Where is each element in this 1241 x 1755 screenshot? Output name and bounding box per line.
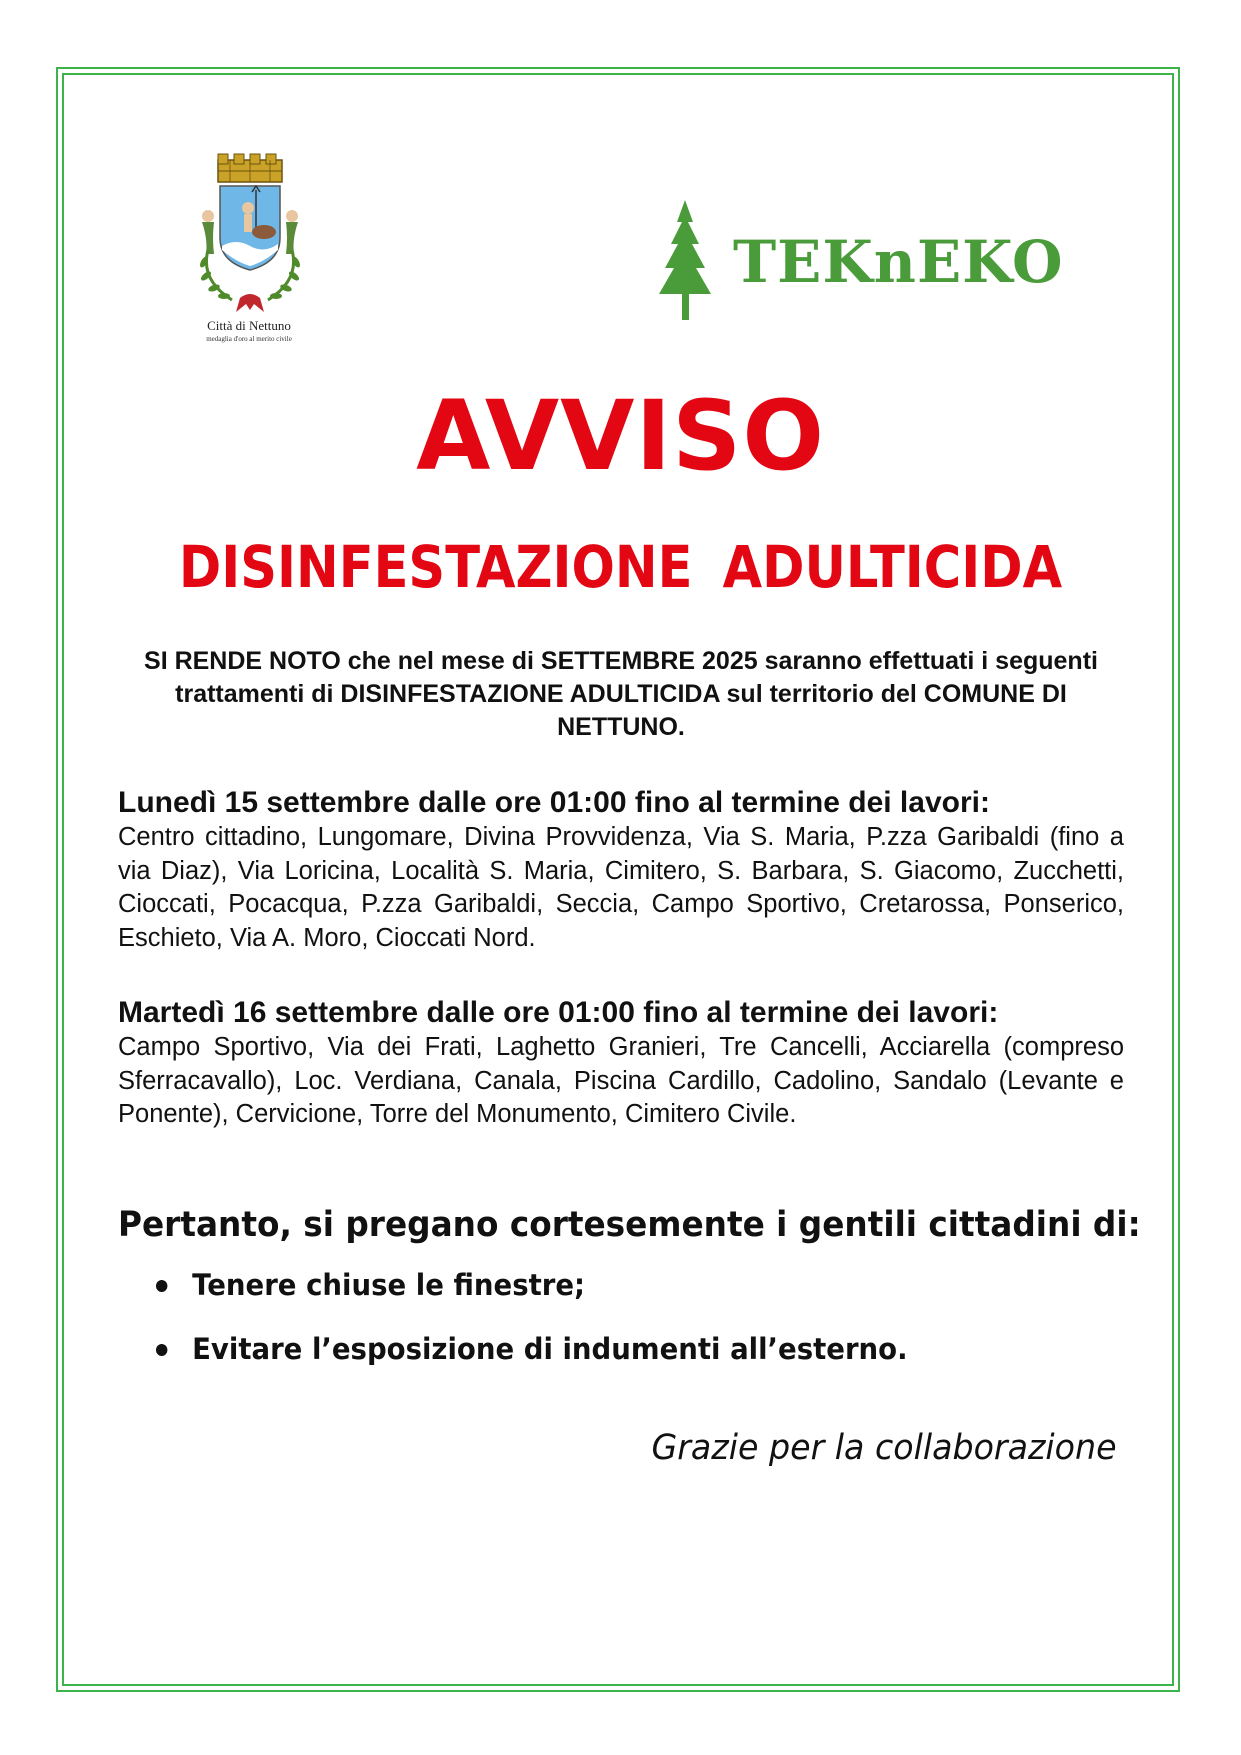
list-item-text: Tenere chiuse le finestre; bbox=[192, 1268, 586, 1302]
closing-thanks: Grazie per la collaborazione bbox=[651, 1428, 1117, 1468]
notice-title: AVVISO bbox=[416, 380, 825, 492]
bullet-icon bbox=[156, 1280, 167, 1292]
schedule-heading: Martedì 16 settembre dalle ore 01:00 fino al termine dei lavori: bbox=[118, 996, 999, 1029]
list-item bbox=[156, 1329, 908, 1393]
intro-paragraph: SI RENDE NOTO che nel mese di SETTEMBRE 2025 saranno effettuati i seguenti trattamenti di DISINFESTAZIONE ADULTICIDA sul territorio del COMUNE DI NETTUNO. bbox=[144, 647, 1098, 741]
request-lead: Pertanto, si pregano cortesemente i gentili cittadini di: bbox=[118, 1205, 1141, 1245]
pine-tree-icon bbox=[659, 200, 711, 320]
crest-caption bbox=[178, 318, 320, 343]
schedule-areas: Campo Sportivo, Via dei Frati, Laghetto Granieri, Tre Cancelli, Acciarella (compreso Sferracavallo), Loc. Verdiana, Canala, Piscina Cardillo, Cadolino, Sandalo (Levante e Ponente), Cervicione, Torre del Monumento, Cimitero Civile. bbox=[118, 1033, 1124, 1128]
list-item bbox=[156, 1265, 908, 1329]
list-item-text: Evitare l’esposizione di indumenti all’esterno. bbox=[192, 1332, 908, 1366]
medal-caption-label: medaglia d'oro al merito civile bbox=[206, 335, 292, 343]
schedule-day-monday bbox=[118, 785, 1124, 955]
schedule-heading: Lunedì 15 settembre dalle ore 01:00 fino al termine dei lavori: bbox=[118, 786, 990, 819]
city-name-label: Città di Nettuno bbox=[207, 318, 291, 333]
tekneko-wordmark: TEKnEKO bbox=[733, 228, 1064, 296]
schedule-day-tuesday bbox=[118, 995, 1124, 1132]
notice-subtitle: DISINFESTAZIONE ADULTICIDA bbox=[178, 533, 1063, 601]
schedule-areas: Centro cittadino, Lungomare, Divina Provvidenza, Via S. Maria, P.zza Garibaldi (fino a via Diaz), Via Loricina, Località S. Maria, Cimitero, S. Barbara, S. Giacomo, Zucchetti, Cioccati, Pocacqua, P.zza Garibaldi, Seccia, Campo Sportivo, Cretarossa, Ponserico, Eschieto, Via A. Moro, Cioccati Nord. bbox=[118, 823, 1124, 952]
bullet-icon bbox=[156, 1344, 167, 1356]
request-list bbox=[156, 1265, 947, 1393]
